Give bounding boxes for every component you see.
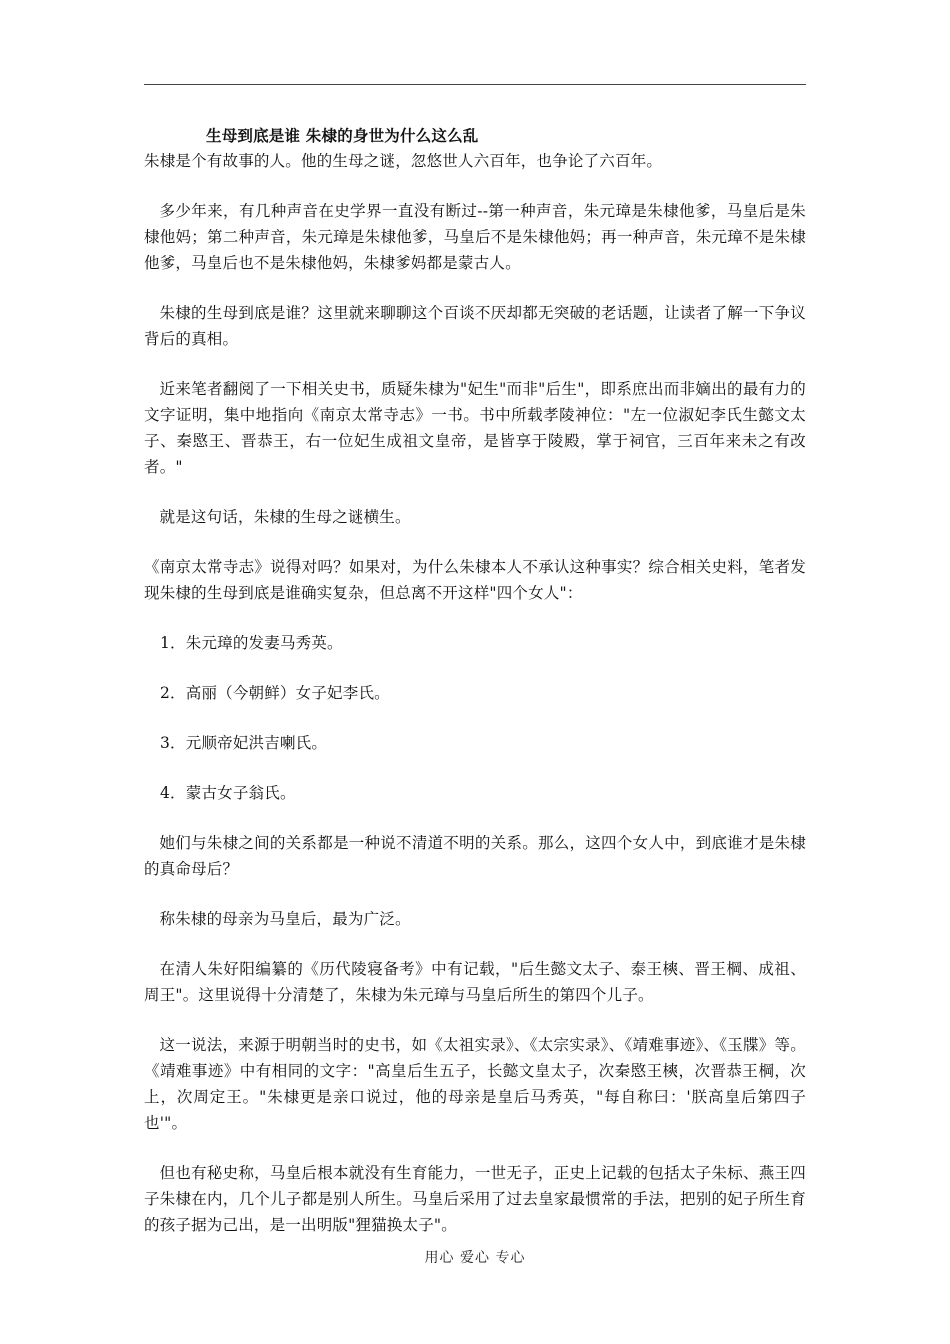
paragraph: 称朱棣的母亲为马皇后，最为广泛。: [159, 910, 411, 928]
list-item: 2．高丽（今朝鲜）女子妃李氏。: [160, 684, 390, 702]
page-footer: 用心 爱心 专心: [424, 1250, 526, 1266]
list-item: 3．元顺帝妃洪吉喇氏。: [160, 734, 328, 752]
paragraph: 《南京太常寺志》说得对吗？如果对，为什么朱棣本人不承认这种事实？综合相关史料，笔者发现朱棣的生母到底是谁确实复杂，但总离不开这样"四个女人"：: [144, 558, 806, 602]
list-item: 4．蒙古女子翁氏。: [160, 784, 296, 802]
intro-paragraph: 朱棣是个有故事的人。他的生母之谜，忽悠世人六百年，也争论了六百年。: [144, 152, 663, 170]
paragraph: 多少年来，有几种声音在史学界一直没有断过--第一种声音，朱元璋是朱棣他爹，马皇后是朱棣他妈；第二种声音，朱元璋是朱棣他爹，马皇后不是朱棣他妈；再一种声音，朱元璋不是朱棣他爹，马皇后也不是朱棣他妈，朱棣爹妈都是蒙古人。: [144, 202, 806, 272]
paragraph: 近来笔者翻阅了一下相关史书，质疑朱棣为"妃生"而非"后生"，即系庶出而非嫡出的最有力的文字证明，集中地指向《南京太常寺志》一书。书中所载孝陵神位："左一位淑妃李氏生懿文太子、秦愍王、晋恭王，右一位妃生成祖文皇帝，是皆享于陵殿，掌于祠官，三百年来未之有改者。": [144, 380, 806, 476]
paragraph: 这一说法，来源于明朝当时的史书，如《太祖实录》、《太宗实录》、《靖难事迹》、《玉牒》等。《靖难事迹》中有相同的文字："高皇后生五子，长懿文皇太子，次秦愍王樉，次晋恭王棡，次上，次周定王。"朱棣更是亲口说过，他的母亲是皇后马秀英，"每自称曰：'朕高皇后第四子也'"。: [144, 1036, 806, 1132]
document-title: 生母到底是谁 朱棣的身世为什么这么乱: [206, 127, 479, 145]
header-rule: [144, 84, 806, 85]
paragraph: 在清人朱好阳编纂的《历代陵寝备考》中有记载，"后生懿文太子、泰王樉、晋王棡、成祖、周王"。这里说得十分清楚了，朱棣为朱元璋与马皇后所生的第四个儿子。: [144, 960, 806, 1004]
list-item: 1．朱元璋的发妻马秀英。: [160, 634, 343, 652]
paragraph: 就是这句话，朱棣的生母之谜横生。: [159, 508, 411, 526]
document-body: [144, 124, 806, 1262]
paragraph: 朱棣的生母到底是谁？这里就来聊聊这个百谈不厌却都无突破的老话题，让读者了解一下争议背后的真相。: [144, 304, 806, 348]
paragraph: 她们与朱棣之间的关系都是一种说不清道不明的关系。那么，这四个女人中，到底谁才是朱棣的真命母后？: [144, 834, 806, 878]
paragraph: 但也有秘史称，马皇后根本就没有生育能力，一世无子，正史上记载的包括太子朱标、燕王四子朱棣在内，几个儿子都是别人所生。马皇后采用了过去皇家最惯常的手法，把别的妃子所生育的孩子据为己出，是一出明版"狸猫换太子"。: [144, 1164, 806, 1234]
